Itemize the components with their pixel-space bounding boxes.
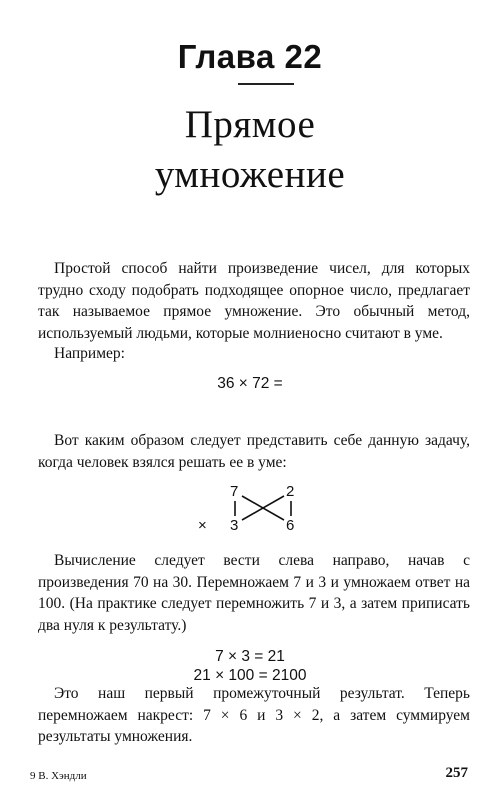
- diagram-bottom-right-digit: 6: [286, 517, 295, 534]
- chapter-title-line-1: Прямое: [184, 103, 316, 146]
- chapter-title-line-2: умножение: [154, 153, 346, 196]
- diagram-top-left-digit: 7: [230, 483, 239, 500]
- footer-signature: 9 В. Хэндли: [30, 770, 87, 782]
- paragraph-calculation: Вычисление следует вести слева направо, начав с произведения 70 на 30. Перемножаем 7 и 3 и умножаем ответ на 100. (На практике следует перемножить 7 и 3, а затем приписать два нуля к результату.): [38, 552, 470, 634]
- diagram-bottom-left-digit: 3: [230, 517, 239, 534]
- formula-problem: 36 × 72 =: [217, 375, 283, 392]
- paragraph-intermediate-result: Это наш первый промежуточный результат. Теперь перемножаем накрест: 7 × 6 и 3 × 2, а затем суммируем результаты умножения.: [38, 685, 470, 745]
- formula-step-1: 7 × 3 = 21: [215, 648, 285, 665]
- paragraph-visualize: Вот каким образом следует представить себе данную задачу, когда человек взялся решать ее в уме:: [38, 432, 470, 471]
- paragraph-intro: Простой способ найти произведение чисел, для которых трудно сходу подобрать подходящее опорное число, предлагает так называемое прямое умножение. Это обычный метод, используемый людьми, которые молниеносно считают в уме.: [38, 260, 470, 342]
- cross-multiplication-diagram: [196, 484, 306, 544]
- chapter-label: Глава 22: [177, 38, 323, 75]
- diagram-multiply-sign: ×: [198, 517, 207, 534]
- paragraph-example-label: Например:: [54, 345, 125, 362]
- chapter-underline: [238, 83, 294, 85]
- chapter-title: [0, 100, 500, 200]
- formula-step-2: 21 × 100 = 2100: [193, 667, 307, 684]
- page-number: 257: [445, 765, 468, 781]
- diagram-top-right-digit: 2: [286, 483, 295, 500]
